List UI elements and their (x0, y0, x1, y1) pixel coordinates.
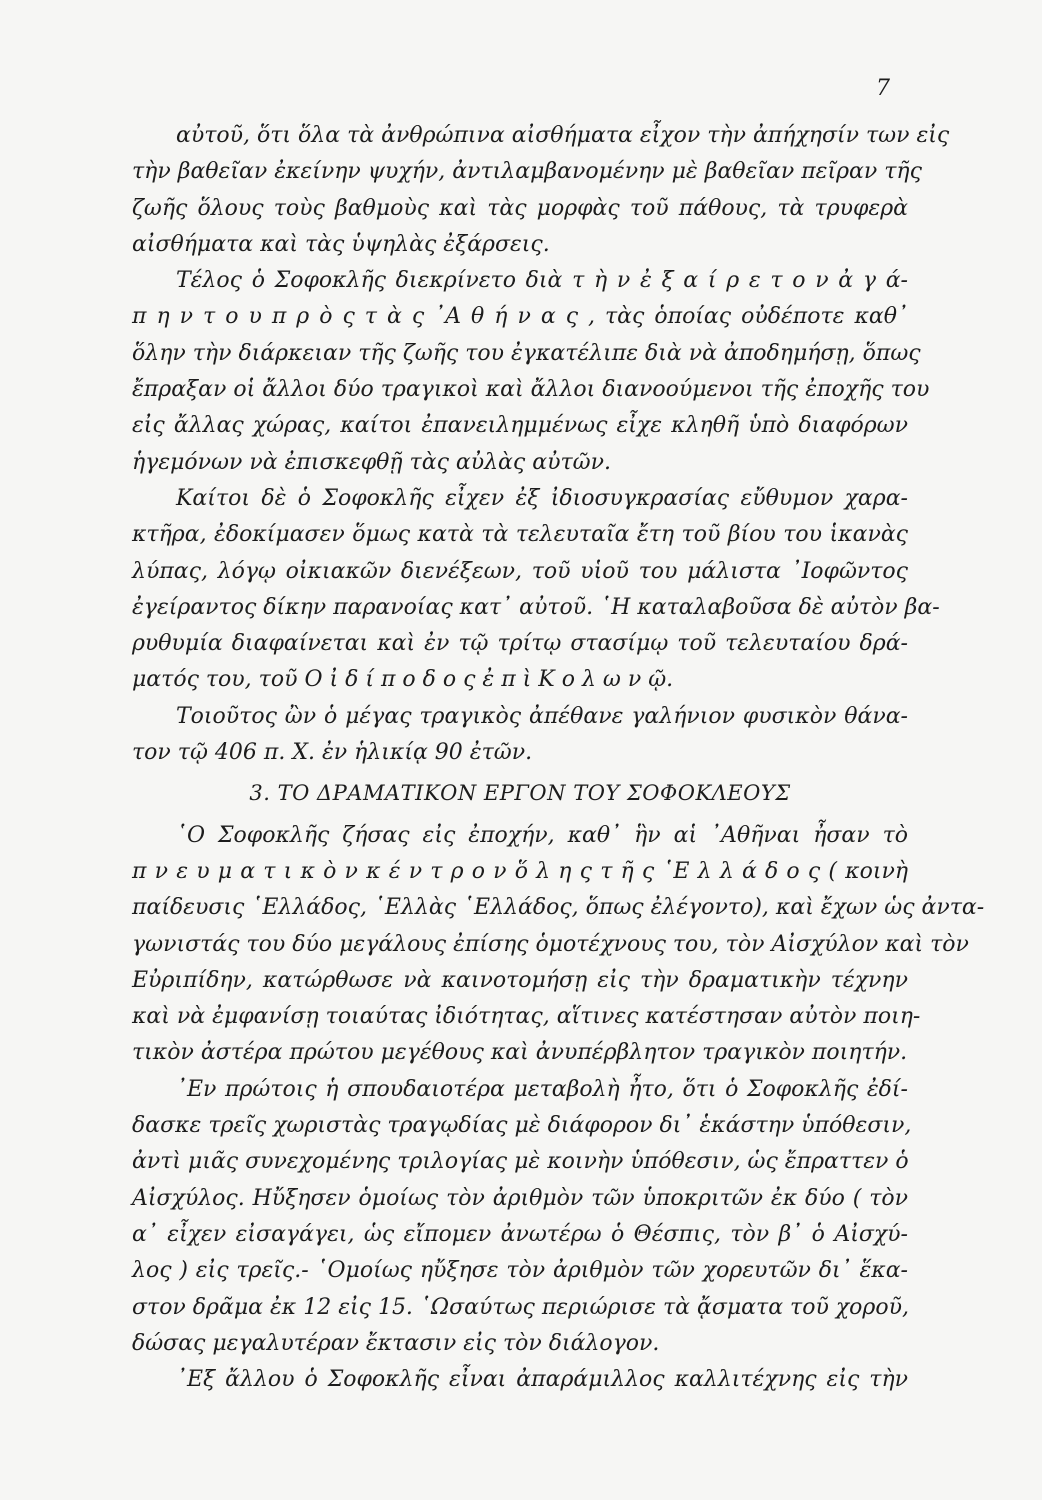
text-line: καὶ νὰ ἐμφανίσῃ τοιαύτας ἰδιότητας, αἵτινες κατέστησαν αὐτὸν ποιη- (132, 1004, 921, 1030)
text-line: αὐτοῦ, ὅτι ὅλα τὰ ἀνθρώπινα αἰσθήματα εἶχον τὴν ἀπήχησίν των εἰς (176, 123, 950, 148)
text-line: εἰς ἄλλας χώρας, καίτοι ἐπανειλημμένως εἶχε κληθῆ ὑπὸ διαφόρων (132, 413, 908, 439)
text-line: ᾿Εν πρώτοις ἡ σπουδαιοτέρα μεταβολὴ ἦτο, ὅτι ὁ Σοφοκλῆς ἐδί- (176, 1076, 908, 1102)
text-line: π ν ε υ μ α τ ι κ ὸ ν κ έ ν τ ρ ο ν ὅ λ η ς τ ῆ ς ῾Ε λ λ ά δ ο ς ( κοινὴ (132, 858, 908, 884)
text-line: α᾿ εἶχεν εἰσαγάγει, ὡς εἴπομεν ἀνωτέρω ὁ Θέσπις, τὸν β᾿ ὁ Αἰσχύ- (132, 1221, 908, 1247)
text-line: Τοιοῦτος ὢν ὁ μέγας τραγικὸς ἀπέθανε γαλήνιον φυσικὸν θάνα- (176, 703, 908, 729)
text-line: τὴν βαθεῖαν ἐκείνην ψυχήν, ἀντιλαμβανομένην μὲ βαθεῖαν πεῖραν τῆς (132, 159, 922, 185)
text-line: γωνιστάς του δύο μεγάλους ἐπίσης ὁμοτέχνους του, τὸν Αἰσχύλον καὶ τὸν (132, 931, 969, 957)
text-line: λος ) εἰς τρεῖς.- ῾Ομοίως ηὔξησε τὸν ἀριθμὸν τῶν χορευτῶν δι᾿ ἕκα- (132, 1258, 908, 1284)
text-line: ἡγεμόνων νὰ ἐπισκεφθῇ τὰς αὐλὰς αὐτῶν. (132, 449, 611, 475)
section-intro (132, 118, 950, 771)
text-line: λύπας, λόγῳ οἰκιακῶν διενέξεων, τοῦ υἱοῦ του μάλιστα ᾿Ιοφῶντος (132, 558, 908, 584)
text-line: ἀντὶ μιᾶς συνεχομένης τριλογίας μὲ κοινὴν ὑπόθεσιν, ὡς ἔπραττεν ὁ (132, 1149, 909, 1175)
section-heading: 3. ΤΟ ΔΡΑΜΑΤΙΚΟΝ ΕΡΓΟΝ ΤΟΥ ΣΟΦΟΚΛΕΟΥΣ (249, 781, 791, 806)
paragraph (132, 481, 940, 699)
text-line: ᾿Εξ ἄλλου ὁ Σοφοκλῆς εἶναι ἀπαράμιλλος καλλιτέχνης εἰς τὴν (176, 1367, 908, 1393)
text-line: Αἰσχύλος. Ηὔξησεν ὁμοίως τὸν ἀριθμὸν τῶν ὑποκριτῶν ἐκ δύο ( τὸν (132, 1185, 908, 1211)
paragraph (132, 263, 930, 481)
page-number: 7 (876, 76, 890, 101)
paragraph (132, 118, 950, 263)
text-line: ὅλην τὴν διάρκειαν τῆς ζωῆς του ἐγκατέλιπε διὰ νὰ ἀποδημήσῃ, ὅπως (132, 340, 921, 366)
text-line: ῾Ο Σοφοκλῆς ζήσας εἰς ἐποχήν, καθ᾿ ἣν αἱ ᾿Αθῆναι ἦσαν τὸ (176, 822, 908, 848)
text-line: ἐγείραντος δίκην παρανοίας κατ᾿ αὐτοῦ. ῾Η καταλαβοῦσα δὲ αὐτὸν βα- (132, 594, 940, 620)
text-line: κτῆρα, ἐδοκίμασεν ὅμως κατὰ τὰ τελευταῖα ἔτη τοῦ βίου του ἱκανὰς (132, 522, 908, 548)
text-line: δασκε τρεῖς χωριστὰς τραγῳδίας μὲ διάφορον δι᾿ ἑκάστην ὑπόθεσιν, (132, 1113, 912, 1139)
text-line: τον τῷ 406 π. Χ. ἐν ἡλικίᾳ 90 ἐτῶν. (132, 740, 533, 766)
text-line: π η ν τ ο υ π ρ ὸ ς τ ὰ ς ᾿Α θ ή ν α ς , τὰς ὁποίας οὐδέποτε καθ᾿ (132, 304, 908, 330)
section-dramatic-work (132, 818, 985, 1399)
text-line: ἔπραξαν οἱ ἄλλοι δύο τραγικοὶ καὶ ἄλλοι διανοούμενοι τῆς ἐποχῆς του (132, 377, 930, 403)
paragraph (132, 1072, 912, 1362)
text-line: αἰσθήματα καὶ τὰς ὑψηλὰς ἐξάρσεις. (132, 231, 550, 257)
text-line: δώσας μεγαλυτέραν ἔκτασιν εἰς τὸν διάλογον. (132, 1330, 660, 1356)
text-line: στον δρᾶμα ἐκ 12 εἰς 15. ῾Ωσαύτως περιώρισε τὰ ᾄσματα τοῦ χοροῦ, (132, 1294, 909, 1320)
text-line: ματός του, τοῦ Ο ἰ δ ί π ο δ ο ς ἐ π ὶ Κ ο λ ω ν ῷ. (132, 667, 674, 693)
page-body (132, 118, 985, 1398)
paragraph (132, 699, 908, 772)
text-line: τικὸν ἀστέρα πρώτου μεγέθους καὶ ἀνυπέρβλητον τραγικὸν ποιητήν. (132, 1040, 908, 1066)
text-line: ρυθυμία διαφαίνεται καὶ ἐν τῷ τρίτῳ στασίμῳ τοῦ τελευταίου δρά- (132, 631, 908, 657)
text-line: παίδευσις ῾Ελλάδος, ῾Ελλὰς ῾Ελλάδος, ὅπως ἐλέγοντο), καὶ ἔχων ὡς ἀντα- (132, 895, 985, 921)
paragraph (132, 1362, 908, 1398)
text-line: Εὐριπίδην, κατώρθωσε νὰ καινοτομήσῃ εἰς τὴν δραματικὴν τέχνην (132, 967, 908, 993)
text-line: Τέλος ὁ Σοφοκλῆς διεκρίνετο διὰ τ ὴ ν ἐ ξ α ί ρ ε τ ο ν ἀ γ ά- (176, 268, 908, 294)
paragraph (132, 818, 985, 1072)
text-line: Καίτοι δὲ ὁ Σοφοκλῆς εἶχεν ἐξ ἰδιοσυγκρασίας εὔθυμον χαρα- (176, 485, 908, 511)
text-line: ζωῆς ὅλους τοὺς βαθμοὺς καὶ τὰς μορφὰς τοῦ πάθους, τὰ τρυφερὰ (132, 195, 908, 221)
